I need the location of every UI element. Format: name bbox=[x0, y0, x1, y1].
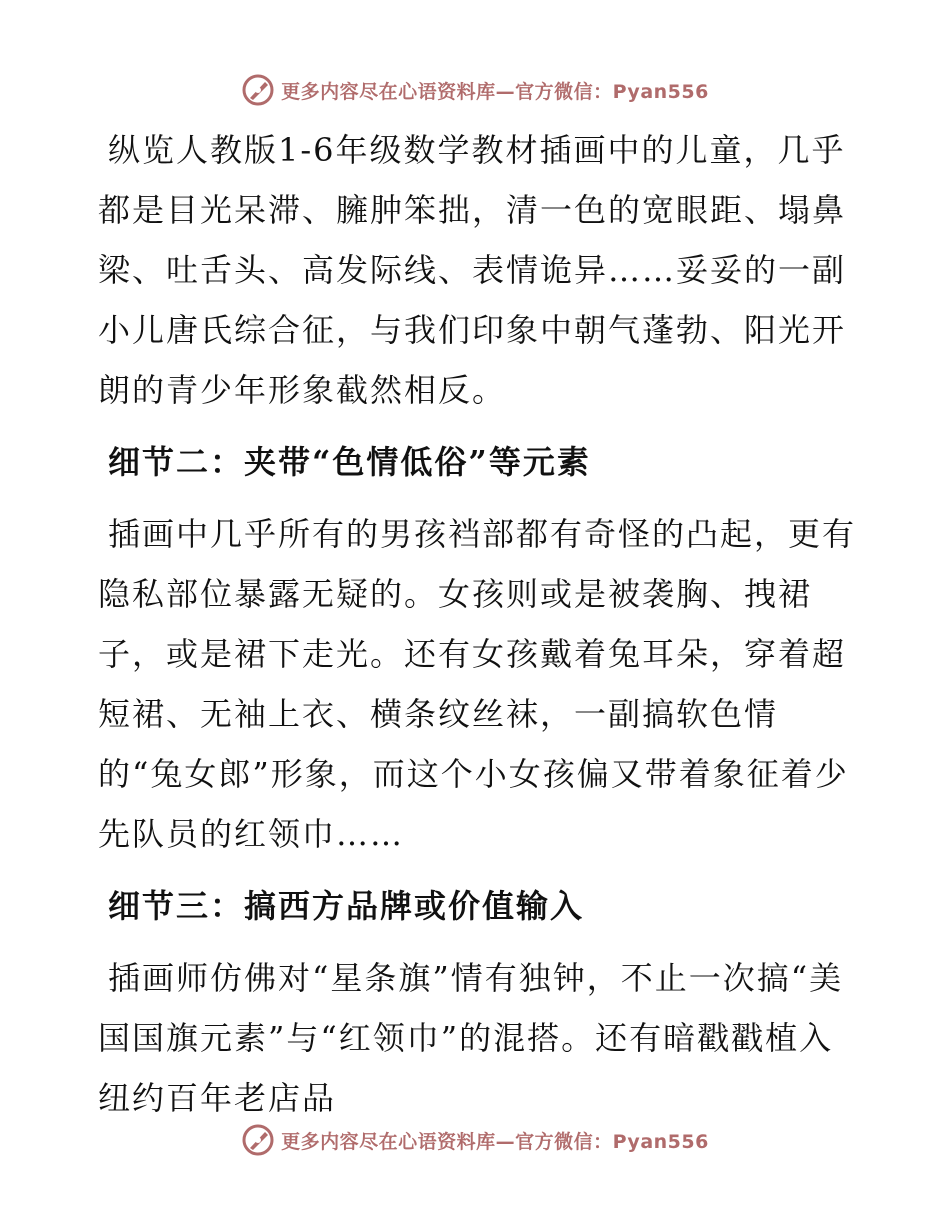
paragraph-detail-3: 插画师仿佛对“星条旗”情有独钟，不止一次搞“美国国旗元素”与“红领巾”的混搭。还有暗戳戳植入纽约百年老店品 bbox=[98, 959, 844, 1117]
watermark-text: 更多内容尽在心语资料库—官方微信：Pyan556 bbox=[281, 1130, 709, 1153]
quill-circle-icon bbox=[241, 1123, 275, 1157]
quill-circle-icon bbox=[241, 73, 275, 107]
watermark-text: 更多内容尽在心语资料库—官方微信：Pyan556 bbox=[281, 80, 709, 103]
watermark-header bbox=[0, 70, 950, 110]
document-body bbox=[98, 120, 858, 1128]
section-heading-2: 细节二：夹带“色情低俗”等元素 bbox=[108, 443, 591, 481]
section-heading-3: 细节三：搞西方品牌或价值输入 bbox=[108, 887, 585, 925]
paragraph-intro: 纵览人教版1-6年级数学教材插画中的儿童，几乎都是目光呆滞、臃肿笨拙，清一色的宽眼距、塌鼻梁、吐舌头、高发际线、表情诡异……妥妥的一副小儿唐氏综合征，与我们印象中朝气蓬勃、阳光开朗的青少年形象截然相反。 bbox=[98, 131, 847, 409]
paragraph-detail-2: 插画中几乎所有的男孩裆部都有奇怪的凸起，更有隐私部位暴露无疑的。女孩则或是被袭胸、拽裙子，或是裙下走光。还有女孩戴着兔耳朵，穿着超短裙、无袖上衣、横条纹丝袜，一副搞软色情的“兔女郎”形象，而这个小女孩偏又带着象征着少先队员的红领巾…… bbox=[98, 515, 857, 853]
watermark-footer bbox=[0, 1120, 950, 1160]
